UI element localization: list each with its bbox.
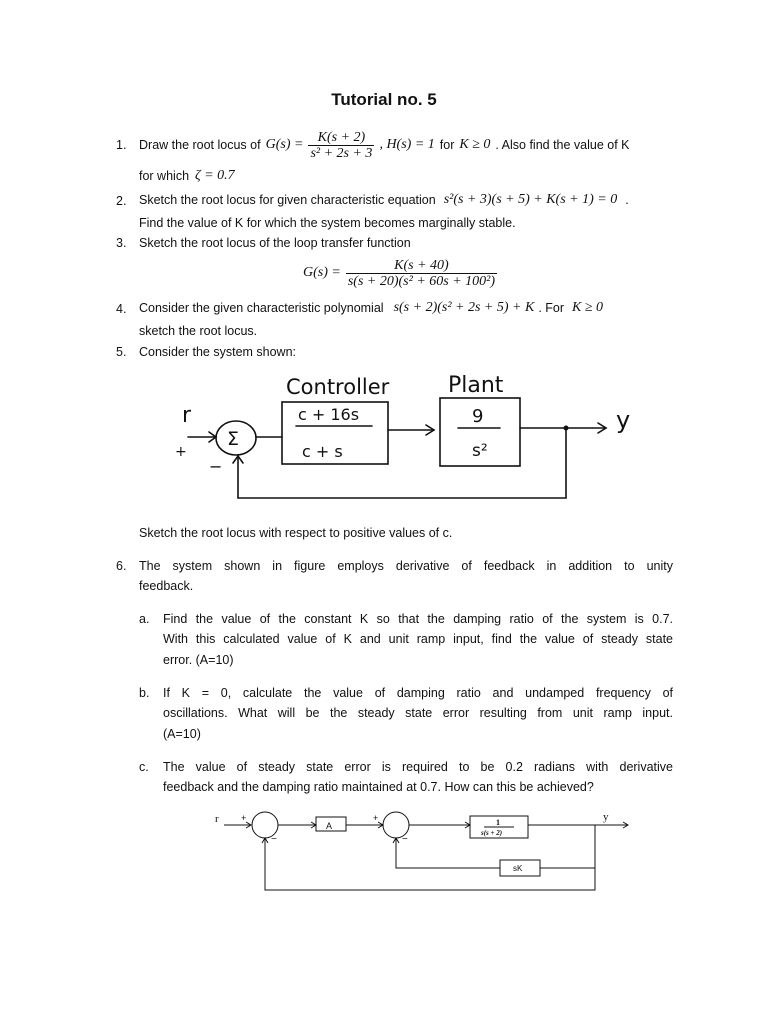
q5-plus-sign: +	[175, 444, 187, 460]
q5-feedback-arrowhead	[233, 456, 243, 463]
q6a-line3: error. (A=10)	[163, 653, 234, 667]
q6-plant-box	[470, 816, 528, 838]
q6-gain-a-label: A	[326, 821, 333, 831]
q1-g-lhs: G(s) =	[265, 137, 304, 152]
q3-g-num: K(s + 40)	[346, 258, 497, 274]
q5-controller-den: c + s	[302, 442, 343, 461]
q6b-line1: If K = 0, calculate the value of damping ratio and undamped frequency of	[163, 686, 673, 700]
q2-post: .	[625, 193, 629, 207]
q6-inner-feedback-arrowhead	[393, 838, 399, 843]
q6a-line1: Find the value of the constant K so that the damping ratio of the system is 0.7.	[163, 612, 673, 626]
q5-text: Consider the system shown:	[139, 345, 297, 359]
q5-plant-den: s²	[472, 441, 488, 461]
q6-gain-a-box	[316, 817, 346, 831]
q6-line2: feedback.	[139, 579, 194, 593]
page-title: Tutorial no. 5	[331, 90, 437, 109]
q6b-label: b.	[139, 686, 150, 700]
q1-zeta: ζ = 0.7	[195, 168, 235, 183]
q5-output-label: y	[616, 406, 631, 434]
q1-line2	[139, 168, 235, 184]
q3-number: 3.	[116, 236, 127, 250]
q5-controller-num: c + 16s	[298, 405, 360, 424]
q5-controller-box	[282, 402, 388, 464]
q6-sum2-minus: −	[402, 834, 408, 845]
q4-number: 4.	[116, 302, 127, 316]
q6-inner-feedback-return	[396, 838, 500, 868]
q5-after-text: Sketch the root locus with respect to positive values of c.	[139, 526, 453, 540]
q5-plant-label: Plant	[448, 373, 504, 398]
q6-input-arrowhead	[246, 822, 251, 828]
q5-controller-label: Controller	[286, 375, 390, 399]
q1-g-num: K(s + 2)	[308, 130, 374, 146]
q6-outer-feedback-arrowhead	[262, 838, 268, 843]
q5-input-label: r	[182, 403, 192, 428]
q1-fraction	[308, 130, 374, 161]
q6-sum1-to-a-arrowhead	[311, 822, 316, 828]
q1-k-cond: K ≥ 0	[459, 137, 491, 152]
q5-summing-junction	[216, 421, 256, 455]
q6-output-arrowhead	[623, 822, 628, 828]
q1-line2-text: for which	[139, 169, 190, 183]
q1-pre: Draw the root locus of	[139, 138, 261, 152]
q5-feedback-path	[238, 428, 566, 498]
q6-sum1-minus: −	[271, 834, 277, 845]
q4-poly: s(s + 2)(s² + 2s + 5) + K	[393, 300, 535, 315]
q6b-line3: (A=10)	[163, 727, 201, 741]
q5-output-arrowhead	[598, 423, 606, 433]
q1-g-den: s² + 2s + 3	[310, 145, 373, 161]
q5-number: 5.	[116, 345, 127, 359]
q1-h-expr: , H(s) = 1	[379, 137, 435, 152]
q6-summing-junction-1	[252, 812, 278, 838]
q1-mid: for	[439, 138, 455, 152]
q6-a-to-sum2-arrowhead	[378, 822, 383, 828]
q6-line1: The system shown in figure employs derivative of feedback in addition to unity	[139, 559, 673, 573]
q6-inner-feedback-down	[540, 825, 595, 868]
q5-plant-num: 9	[472, 406, 484, 427]
q2-pre: Sketch the root locus for given characteristic equation	[139, 193, 436, 207]
q3-fraction	[346, 258, 497, 289]
q6-sum2-to-plant-arrowhead	[465, 822, 470, 828]
q6c-line2: feedback and the damping ratio maintained at 0.7. How can this be achieved?	[163, 780, 594, 794]
q5-minus-sign: −	[209, 457, 223, 476]
q6b-line2: oscillations. What will be the steady state error resulting from unit ramp input.	[163, 706, 673, 720]
q6-plant-den: s(s + 2)	[481, 829, 503, 837]
q6-output-label: y	[603, 811, 609, 823]
q3-g-den: s(s + 20)(s² + 60s + 100²)	[347, 273, 496, 289]
q6-sum2-plus: +	[373, 813, 379, 823]
q5-takeoff-point	[564, 426, 569, 431]
q4-pre: Consider the given characteristic polynomial	[139, 301, 384, 315]
q6-outer-feedback-path	[265, 838, 595, 890]
q3-formula	[303, 256, 497, 290]
q6-number: 6.	[116, 559, 127, 573]
q2-line2: Find the value of K for which the system becomes marginally stable.	[139, 216, 516, 230]
q6-sk-label: sK	[513, 864, 523, 873]
q5-sum-symbol: Σ	[227, 428, 240, 450]
q1-number: 1.	[116, 138, 127, 152]
q6-sk-box	[500, 860, 540, 876]
q5-input-arrowhead	[209, 432, 216, 442]
q4-mid: . For	[538, 301, 565, 315]
q4-k-cond: K ≥ 0	[572, 300, 604, 315]
q5-controller-to-plant-arrowhead	[426, 425, 434, 435]
q1-line1	[139, 126, 630, 164]
q2-number: 2.	[116, 194, 127, 208]
q2-line1	[139, 192, 629, 208]
q6-input-label: r	[215, 813, 219, 825]
q6a-label: a.	[139, 612, 150, 626]
q6-plant-num: 1	[496, 818, 500, 827]
q4-line1	[139, 300, 603, 316]
q1-post: . Also find the value of K	[495, 138, 630, 152]
q6-summing-junction-2	[383, 812, 409, 838]
q3-g-lhs: G(s) =	[303, 265, 341, 280]
q3-text: Sketch the root locus of the loop transfer function	[139, 236, 411, 250]
q6a-line2: With this calculated value of K and unit ramp input, find the value of steady state	[163, 632, 673, 646]
q6c-line1: The value of steady state error is required to be 0.2 radians with derivative	[163, 760, 673, 774]
q6-sum1-plus: +	[241, 813, 247, 823]
q2-eq: s²(s + 3)(s + 5) + K(s + 1) = 0	[443, 192, 618, 207]
q6c-label: c.	[139, 760, 149, 774]
q4-line2: sketch the root locus.	[139, 324, 258, 338]
q5-plant-box	[440, 398, 520, 466]
